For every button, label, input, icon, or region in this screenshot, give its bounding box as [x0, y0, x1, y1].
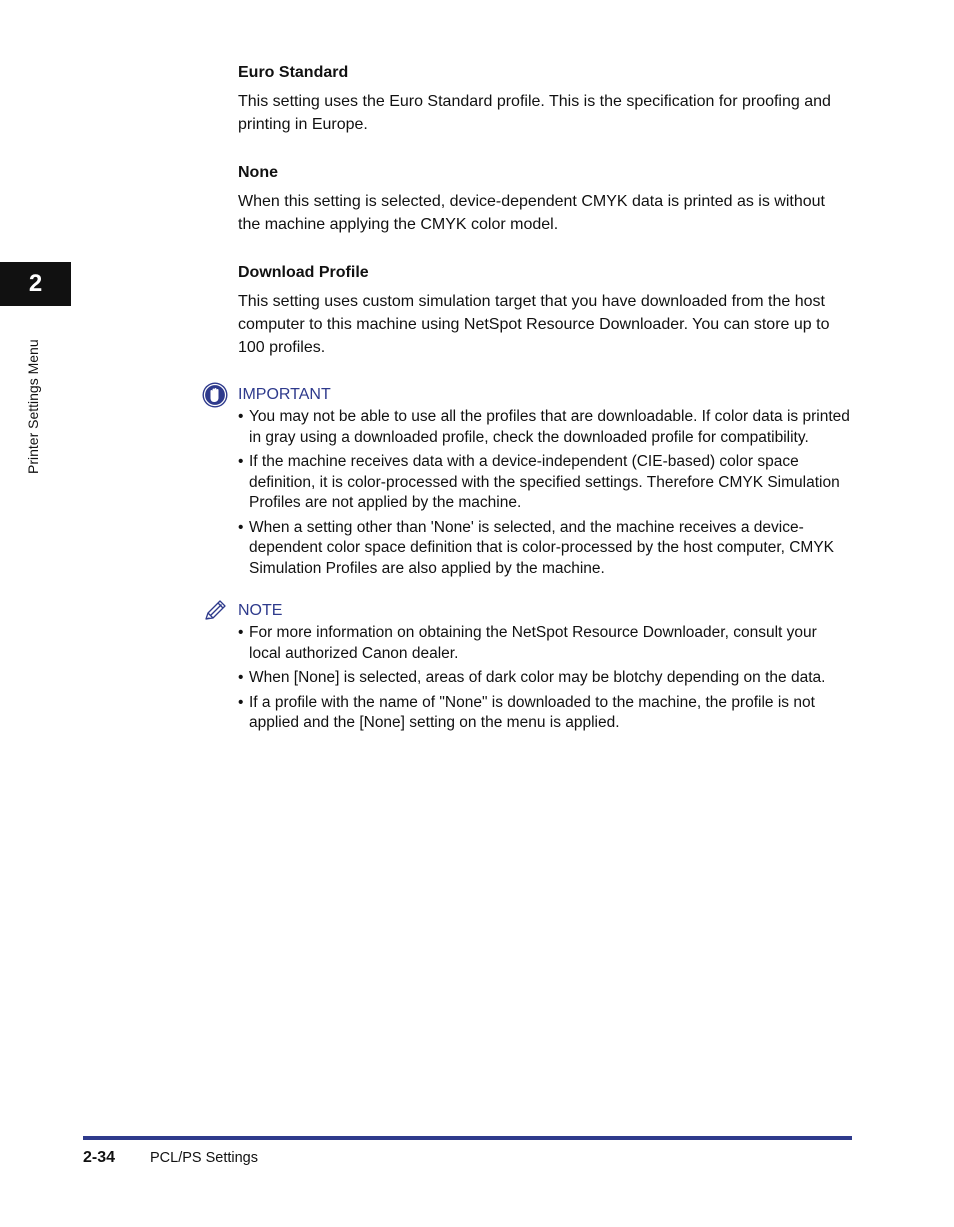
list-item-text: When [None] is selected, areas of dark color may be blotchy depending on the data.: [249, 669, 826, 686]
list-item-text: You may not be able to use all the profiles that are downloadable. If color data is printed in gray using a downloaded profile, check the downloaded profile for compatibility.: [249, 408, 850, 446]
section-title: Download Profile: [238, 264, 369, 281]
note-label: NOTE: [238, 602, 283, 619]
list-item-text: If a profile with the name of "None" is downloaded to the machine, the profile is not applied and the [None] setting on the menu is applied.: [249, 693, 815, 731]
important-label: IMPORTANT: [238, 386, 331, 403]
section-title: None: [238, 164, 278, 181]
hand-stop-icon: [202, 382, 228, 408]
list-item: • You may not be able to use all the profiles that are downloadable. If color data is printed in gray using a downloaded profile, check the downloaded profile for compatibility.: [238, 408, 850, 446]
page-number: 2-34: [83, 1149, 116, 1166]
chapter-side-label: Printer Settings Menu: [25, 339, 41, 474]
important-list: [238, 407, 850, 579]
chapter-number: 2: [28, 270, 43, 297]
section-body: This setting uses the Euro Standard profile. This is the specification for proofing and printing in Europe.: [238, 93, 831, 133]
list-item: • If a profile with the name of "None" is downloaded to the machine, the profile is not applied and the [None] setting on the menu is applied.: [238, 693, 815, 731]
list-item-text: If the machine receives data with a device-independent (CIE-based) color space definition, it is color-processed with the specified settings. Therefore CMYK Simulation Profiles are not applied by the machine.: [249, 453, 840, 511]
footer-title: PCL/PS Settings: [150, 1150, 258, 1166]
note-header: [238, 599, 850, 623]
list-item-text: For more information on obtaining the NetSpot Resource Downloader, consult your local authorized Canon dealer.: [249, 624, 817, 662]
list-item-text: When a setting other than 'None' is selected, and the machine receives a device-dependent color space definition that is color-processed by the host computer, CMYK Simulation Profiles are also applied by the machine.: [249, 518, 835, 577]
section-download-profile: [238, 260, 850, 359]
section-none: [238, 160, 850, 236]
footer-rule: [83, 1136, 852, 1140]
section-euro-standard: [238, 60, 850, 136]
section-body: This setting uses custom simulation target that you have downloaded from the host computer to this machine using NetSpot Resource Downloader. You can store up to 100 profiles.: [238, 293, 830, 356]
pencil-icon: [202, 598, 228, 624]
list-item: • If the machine receives data with a device-independent (CIE-based) color space definition, it is color-processed with the specified settings. Therefore CMYK Simulation Profiles are not applied by the machine.: [238, 453, 840, 511]
note-list: [238, 623, 850, 734]
note-callout: [238, 599, 850, 734]
important-header: [238, 383, 850, 407]
list-item: • When [None] is selected, areas of dark color may be blotchy depending on the data.: [238, 669, 826, 686]
section-body: When this setting is selected, device-dependent CMYK data is printed as is without the machine applying the CMYK color model.: [238, 193, 825, 233]
list-item: • When a setting other than 'None' is selected, and the machine receives a device-dependent color space definition that is color-processed by the host computer, CMYK Simulation Profiles are also applied by the machine.: [238, 518, 835, 577]
important-callout: [238, 383, 850, 579]
page-content: [238, 60, 850, 738]
list-item: • For more information on obtaining the NetSpot Resource Downloader, consult your local authorized Canon dealer.: [238, 624, 817, 662]
section-title: Euro Standard: [238, 64, 349, 81]
